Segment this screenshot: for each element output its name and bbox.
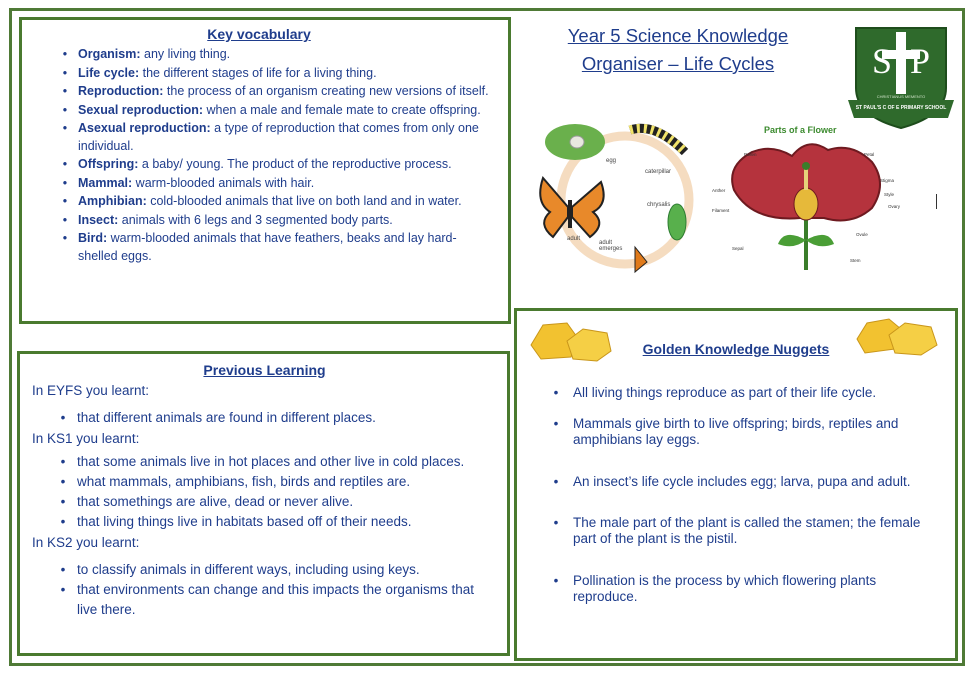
label-chrysalis: chrysalis [647,202,671,208]
bullet-icon: • [62,175,68,190]
vocabulary-item [22,65,496,83]
label-style: Style [884,192,895,197]
vocabulary-item [22,193,496,211]
label-adult-emerges: adult emerges [599,240,623,252]
vocabulary-item [22,156,496,174]
vocabulary-definition: a baby/ young. The product of the reproductive process. [138,157,452,171]
label-ovule: Ovule [856,232,868,237]
vocabulary-definition: warm-blooded animals that have feathers, beaks and lay hard-shelled eggs. [78,231,457,263]
vocabulary-term: Offspring: [78,157,139,171]
golden-knowledge-heading: Golden Knowledge Nuggets [642,341,830,357]
key-stage-list [32,408,497,428]
vocabulary-definition: the process of an organism creating new versions of itself. [163,84,489,98]
label-pollen: Pollen [744,152,757,157]
label-egg: egg [606,158,617,164]
vocabulary-item [22,175,496,193]
list-item-text: what mammals, amphibians, fish, birds and reptiles are. [77,474,411,489]
vocabulary-definition: cold-blooded animals that live on both land and in water. [146,194,462,208]
list-item [547,385,941,401]
bullet-icon: • [60,582,66,597]
vocabulary-term: Life cycle: [78,65,140,80]
list-item [547,573,941,605]
label-anther: Anther [712,188,726,193]
list-item-text: that living things live in habitats based off of their needs. [77,514,412,529]
label-caterpillar: caterpillar [645,169,672,175]
golden-knowledge-list [547,385,941,605]
key-stage-list [32,560,497,620]
label-stigma: Stigma [880,178,895,183]
bullet-icon: • [553,416,559,431]
butterfly-life-cycle-diagram [535,112,715,282]
bullet-icon: • [60,562,66,577]
bullet-icon: • [62,194,68,208]
logo-school-name: ST PAUL'S C OF E PRIMARY SCHOOL [855,105,947,111]
logo-motto: CHRISTIANUS MEMENTO [876,94,926,99]
previous-learning-body [32,382,497,620]
bullet-icon: • [62,231,68,245]
school-logo [846,18,956,136]
vocabulary-item [22,230,496,265]
vocabulary-item [22,212,496,230]
vocabulary-definition: animals with 6 legs and 3 segmented body parts. [118,212,393,227]
bullet-icon: • [60,410,66,425]
logo-letters: S P [871,41,931,81]
list-item [32,580,497,620]
bullet-icon: • [60,454,66,469]
vocabulary-term: Amphibian: [78,194,147,208]
list-item-text: that environments can change and this impacts the organisms that live there. [77,582,474,617]
label-filament: Filament [712,208,730,213]
key-stage-intro: In EYFS you learnt: [32,383,150,398]
key-stage-intro: In KS2 you learnt: [32,535,140,550]
label-sepal: Sepal [732,246,744,251]
list-item [32,512,497,532]
vocabulary-definition: a type of reproduction that comes from only one individual. [78,121,479,153]
vocabulary-definition: warm-blooded animals with hair. [132,175,315,190]
parts-of-a-flower-diagram [712,122,912,272]
key-vocabulary-heading: Key vocabulary [207,26,311,42]
label-adult: adult [567,236,581,242]
vocabulary-term: Sexual reproduction: [78,102,204,117]
vocabulary-definition: when a male and female mate to create offspring. [203,102,481,117]
vocabulary-term: Bird: [78,231,108,245]
vocabulary-item [22,83,496,101]
list-item-text: that different animals are found in different places. [77,410,376,425]
bullet-icon: • [553,515,559,530]
list-item-text: that somethings are alive, dead or never alive. [77,494,354,509]
key-vocabulary-panel [19,17,511,324]
list-item [32,408,497,428]
vocabulary-term: Organism: [78,47,141,61]
bullet-icon: • [60,514,66,529]
flower-diagram-title: Parts of a Flower [764,125,837,135]
vocabulary-list [22,46,496,265]
list-item [32,452,497,472]
vocabulary-item [22,120,496,155]
list-item-text: to classify animals in different ways, including using keys. [77,562,420,577]
list-item [547,474,941,490]
list-item [32,472,497,492]
bullet-icon: • [62,212,68,227]
label-stem: Stem [850,258,861,263]
bullet-icon: • [62,157,68,171]
title-line-1: Year 5 Science Knowledge [567,25,789,46]
key-stage-intro: In KS1 you learnt: [32,431,140,446]
golden-knowledge-panel [514,308,958,661]
vocabulary-item [22,46,496,64]
list-item [547,515,941,547]
vocabulary-term: Insect: [78,212,119,227]
vocabulary-item [22,102,496,120]
list-item-text: An insect’s life cycle includes egg; larva, pupa and adult. [573,474,911,489]
vocabulary-definition: the different stages of life for a living thing. [139,65,377,80]
bullet-icon: • [60,494,66,509]
bullet-icon: • [62,65,68,80]
list-item-text: Pollination is the process by which flowering plants reproduce. [573,573,877,604]
list-item-text: All living things reproduce as part of their life cycle. [573,385,877,400]
bullet-icon: • [553,385,559,400]
title-line-2: Organiser – Life Cycles [581,53,775,74]
vocabulary-term: Reproduction: [78,84,164,98]
bullet-icon: • [62,121,68,135]
vocabulary-term: Asexual reproduction: [78,121,211,135]
list-item-text: The male part of the plant is called the stamen; the female part of the plant is the pistil. [573,515,921,546]
previous-learning-heading: Previous Learning [203,362,326,378]
vocabulary-definition: any living thing. [140,47,231,61]
bullet-icon: • [62,84,68,98]
label-ovary: Ovary [888,204,901,209]
bullet-icon: • [553,573,559,588]
list-item [547,416,941,448]
vocabulary-term: Mammal: [78,175,133,190]
list-item [32,492,497,512]
text-cursor [936,194,937,209]
list-item-text: Mammals give birth to live offspring; birds, reptiles and amphibians lay eggs. [573,416,899,447]
bullet-icon: • [553,474,559,489]
bullet-icon: • [62,102,68,117]
list-item [32,560,497,580]
bullet-icon: • [60,474,66,489]
label-petal: Petal [864,152,875,157]
list-item-text: that some animals live in hot places and other live in cold places. [77,454,465,469]
key-stage-list [32,452,497,532]
bullet-icon: • [62,47,68,61]
previous-learning-panel [17,351,510,656]
